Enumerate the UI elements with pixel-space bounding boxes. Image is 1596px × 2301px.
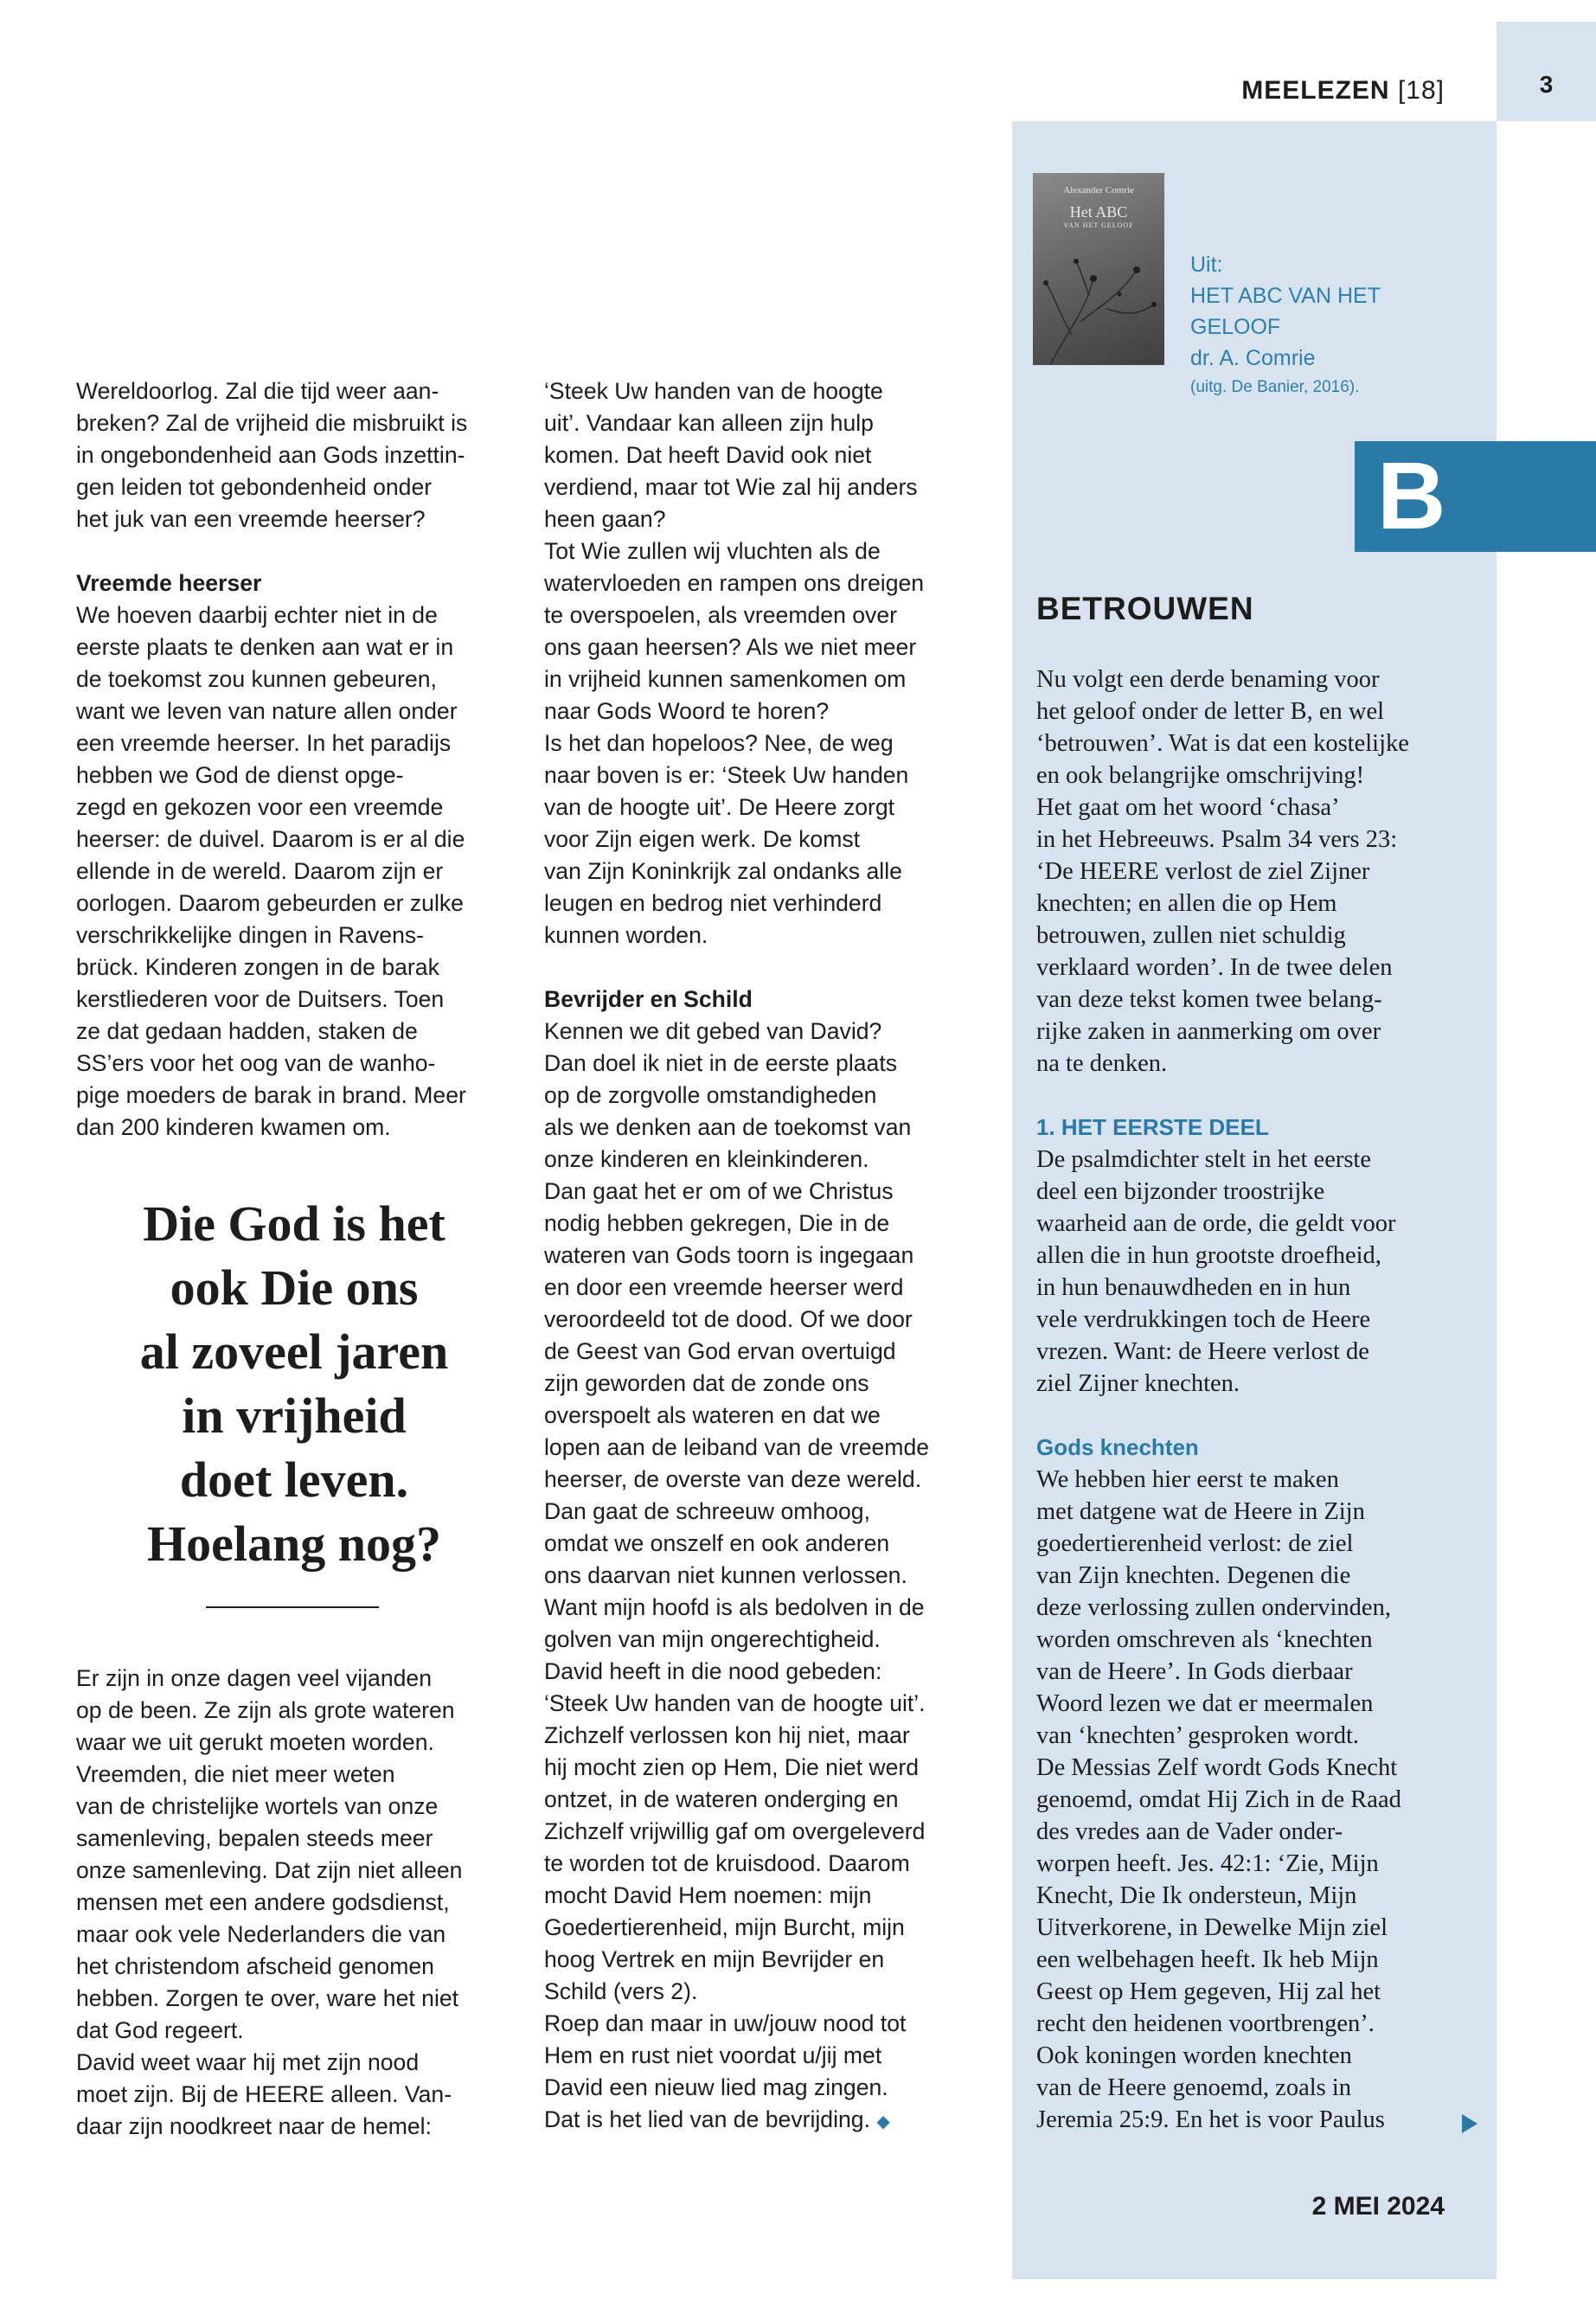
text-line: deze verlossing zullen ondervinden, xyxy=(1036,1594,1391,1621)
text-line: SS’ers voor het oog van de wanho- xyxy=(76,1050,436,1076)
letter-badge-text: B xyxy=(1377,443,1446,549)
text-line: als we denken aan de toekomst van xyxy=(544,1114,912,1140)
text-line: ‘betrouwen’. Wat is dat een kostelijke xyxy=(1036,730,1409,757)
text-line: veroordeeld tot de dood. Of we door xyxy=(544,1306,913,1332)
text-line: verschrikkelijke dingen in Ravens- xyxy=(76,922,425,948)
text-line: de toekomst zou kunnen gebeuren, xyxy=(76,666,437,692)
text-line: zijn geworden dat de zonde ons xyxy=(544,1370,869,1396)
text-line: van ‘knechten’ gesproken wordt. xyxy=(1036,1722,1360,1749)
text-line: brück. Kinderen zongen in de barak xyxy=(76,954,439,980)
text-line: Jeremia 25:9. En het is voor Paulus xyxy=(1036,2106,1385,2133)
text-line: worpen heeft. Jes. 42:1: ‘Zie, Mijn xyxy=(1036,1850,1379,1877)
text-line: waar we uit gerukt moeten worden. xyxy=(76,1729,434,1755)
text-line: het juk van een vreemde heerser? xyxy=(76,506,426,532)
text-line: op de been. Ze zijn als grote wateren xyxy=(76,1697,455,1723)
text-line: ze dat gedaan hadden, staken de xyxy=(76,1018,418,1044)
text-line: hebben. Zorgen te over, ware het niet xyxy=(76,1985,459,2011)
text-line: uit’. Vandaar kan alleen zijn hulp xyxy=(544,410,874,436)
text-line: van Zijn Koninkrijk zal ondanks alle xyxy=(544,858,902,884)
page-number: 3 xyxy=(1539,71,1554,98)
text-line: des vredes aan de Vader onder- xyxy=(1036,1818,1343,1845)
text-line: in hun benauwdheden en in hun xyxy=(1036,1274,1351,1301)
text-line: verklaard worden’. In de twee delen xyxy=(1036,954,1393,981)
text-line: ‘De HEERE verlost de ziel Zijner xyxy=(1036,858,1370,885)
text-line: heerser, de overste van deze wereld. xyxy=(544,1466,922,1492)
text-line: het christendom afscheid genomen xyxy=(76,1953,434,1979)
text-line: ellende in de wereld. Daarom zijn er xyxy=(76,858,444,884)
text-line: Zichzelf verlossen kon hij niet, maar xyxy=(544,1722,910,1748)
text-line: ‘Steek Uw handen van de hoogte uit’. xyxy=(544,1690,926,1716)
subhead-vreemde-heerser: Vreemde heerser xyxy=(76,570,262,596)
text-line: Knecht, Die Ik ondersteun, Mijn xyxy=(1036,1882,1357,1909)
text-line: knechten; en allen die op Hem xyxy=(1036,890,1337,917)
text-line: deel een bijzonder troostrijke xyxy=(1036,1178,1325,1205)
text-line: want we leven van nature allen onder xyxy=(76,698,458,724)
text-line: recht den heidenen voortbrengen’. xyxy=(1036,2010,1375,2037)
text-line: betrouwen, zullen niet schuldig xyxy=(1036,922,1346,949)
text-line: Tot Wie zullen wij vluchten als de xyxy=(544,538,881,564)
text-line: dan 200 kinderen kwamen om. xyxy=(76,1114,391,1140)
book-source xyxy=(1190,249,1476,401)
text-line: te worden tot de kruisdood. Daarom xyxy=(544,1850,910,1876)
cover-title: Het ABC xyxy=(1069,203,1128,221)
text-line: van de Heere genoemd, zoals in xyxy=(1036,2074,1352,2101)
text-line: eerste plaats te denken aan wat er in xyxy=(76,634,454,660)
pull-quote-line: Hoelang nog? xyxy=(147,1516,441,1572)
text-line: met datgene wat de Heere in Zijn xyxy=(1036,1498,1365,1525)
text-line: vele verdrukkingen toch de Heere xyxy=(1036,1306,1371,1333)
text-line: golven van mijn ongerechtigheid. xyxy=(544,1626,881,1652)
pull-quote-divider xyxy=(206,1606,379,1608)
section-title: BETROUWEN xyxy=(1036,591,1254,626)
text-line: ons daarvan niet kunnen verlossen. xyxy=(544,1562,907,1588)
book-publisher: (uitg. De Banier, 2016). xyxy=(1190,378,1360,396)
text-line: Dan gaat de schreeuw omhoog, xyxy=(544,1498,870,1524)
text-line: goedertierenheid verlost: de ziel xyxy=(1036,1530,1354,1557)
text-line: David heeft in die nood gebeden: xyxy=(544,1658,882,1684)
text-line: in het Hebreeuws. Psalm 34 vers 23: xyxy=(1036,826,1398,853)
text-line: nodig hebben gekregen, Die in de xyxy=(544,1210,890,1236)
text-line: verdiend, maar tot Wie zal hij anders xyxy=(544,474,918,500)
text-line: Woord lezen we dat er meermalen xyxy=(1036,1690,1374,1717)
text-line: naar Gods Woord te horen? xyxy=(544,698,830,724)
text-line: naar boven is er: ‘Steek Uw handen xyxy=(544,762,909,788)
text-line: Nu volgt een derde benaming voor xyxy=(1036,666,1380,693)
book-author: dr. A. Comrie xyxy=(1190,346,1316,370)
text-line: het geloof onder de letter B, en wel xyxy=(1036,698,1385,725)
text-line: Hem en rust niet voordat u/jij met xyxy=(544,2042,882,2068)
cover-author: Alexander Comrie xyxy=(1063,185,1134,195)
last-line xyxy=(544,2104,977,2138)
text-line: allen die in hun grootste droefheid, xyxy=(1036,1242,1381,1269)
source-label: Uit: xyxy=(1190,253,1223,277)
text-line: maar ook vele Nederlanders die van xyxy=(76,1921,446,1947)
pull-quote-line: in vrijheid xyxy=(182,1388,407,1444)
text-line: ‘Steek Uw handen van de hoogte xyxy=(544,378,883,404)
text-line: van deze tekst komen twee belang- xyxy=(1036,986,1382,1013)
text-line: Want mijn hoofd is als bedolven in de xyxy=(544,1594,925,1620)
column-1-continued xyxy=(76,1663,509,2143)
issue-date: 2 MEI 2024 xyxy=(1311,2192,1445,2221)
text-line: We hebben hier eerst te maken xyxy=(1036,1466,1339,1493)
pull-quote xyxy=(82,1192,506,1576)
subhead-bevrijder-en-schild: Bevrijder en Schild xyxy=(544,986,753,1012)
text-line: van de Heere’. In Gods dierbaar xyxy=(1036,1658,1353,1685)
text-line: overspoelt als wateren en dat we xyxy=(544,1402,881,1428)
text-line: leugen en bedrog niet verhinderd xyxy=(544,890,882,916)
text-line: We hoeven daarbij echter niet in de xyxy=(76,602,438,628)
text-line: samenleving, bepalen steeds meer xyxy=(76,1825,433,1851)
end-mark-icon: ◆ xyxy=(876,2112,890,2131)
text-line: in ongebondenheid aan Gods inzettin- xyxy=(76,442,465,468)
text-line: van de hoogte uit’. De Heere zorgt xyxy=(544,794,895,820)
text-line: lopen aan de leiband van de vreemde xyxy=(544,1434,930,1460)
text-line: waarheid aan de orde, die geldt voor xyxy=(1036,1210,1396,1237)
text-line: mensen met een andere godsdienst, xyxy=(76,1889,450,1915)
heading-het-eerste-deel: 1. HET EERSTE DEEL xyxy=(1036,1114,1269,1140)
text-line: Zichzelf vrijwillig gaf om overgeleverd xyxy=(544,1818,926,1844)
heading-gods-knechten: Gods knechten xyxy=(1036,1434,1199,1460)
running-head-title: MEELEZEN xyxy=(1241,76,1390,105)
text-line: een welbehagen heeft. Ik heb Mijn xyxy=(1036,1946,1379,1973)
column-2 xyxy=(544,375,977,2138)
text-line: breken? Zal de vrijheid die misbruikt is xyxy=(76,410,468,436)
col1-para-2 xyxy=(76,599,509,1144)
book-title: HET ABC VAN HET GELOOF xyxy=(1190,284,1381,339)
text-line: De psalmdichter stelt in het eerste xyxy=(1036,1146,1371,1173)
column-3 xyxy=(1036,663,1465,2136)
text-line: ontzet, in de wateren onderging en xyxy=(544,1786,899,1812)
branch-illustration xyxy=(1033,253,1164,365)
col1-para-1 xyxy=(76,375,509,535)
text-line: Goedertierenheid, mijn Burcht, mijn xyxy=(544,1914,905,1940)
text-line: Uitverkorene, in Dewelke Mijn ziel xyxy=(1036,1914,1388,1941)
text-line: Vreemden, die niet meer weten xyxy=(76,1761,395,1787)
text-line: hij mocht zien op Hem, Die niet werd xyxy=(544,1754,920,1780)
text-line: Roep dan maar in uw/jouw nood tot xyxy=(544,2010,907,2036)
text-line: worden omschreven als ‘knechten xyxy=(1036,1626,1373,1653)
text-line: hebben we God de dienst opge- xyxy=(76,762,404,788)
text-line: David een nieuw lied mag zingen. xyxy=(544,2074,888,2100)
text-line: mocht David Hem noemen: mijn xyxy=(544,1882,872,1908)
text-line: kunnen worden. xyxy=(544,922,708,948)
text-line: moet zijn. Bij de HEERE alleen. Van- xyxy=(76,2081,452,2107)
text-line: voor Zijn eigen werk. De komst xyxy=(544,826,861,852)
text-line: Is het dan hopeloos? Nee, de weg xyxy=(544,730,894,756)
text-line: pige moeders de barak in brand. Meer xyxy=(76,1082,466,1108)
text-line: genoemd, omdat Hij Zich in de Raad xyxy=(1036,1786,1401,1813)
text-line: ons gaan heersen? Als we niet meer xyxy=(544,634,917,660)
issue-number: [18] xyxy=(1397,76,1445,105)
text-line: en door een vreemde heerser werd xyxy=(544,1274,904,1300)
text-line: zegd en gekozen voor een vreemde xyxy=(76,794,444,820)
continue-arrow-icon xyxy=(1462,2114,1477,2133)
text-line: een vreemde heerser. In het paradijs xyxy=(76,730,452,756)
text-line: na te denken. xyxy=(1036,1050,1168,1077)
text-line: wateren van Gods toorn is ingegaan xyxy=(544,1242,914,1268)
text-line: gen leiden tot gebondenheid onder xyxy=(76,474,433,500)
text-line: in vrijheid kunnen samenkomen om xyxy=(544,666,907,692)
pull-quote-line: al zoveel jaren xyxy=(139,1324,449,1380)
text-line: Dan gaat het er om of we Christus xyxy=(544,1178,894,1204)
running-head xyxy=(1241,76,1445,106)
pull-quote-line: ook Die ons xyxy=(170,1259,419,1316)
book-cover-image xyxy=(1033,173,1164,365)
letter-badge xyxy=(1355,441,1596,552)
text-line: onze kinderen en kleinkinderen. xyxy=(544,1146,869,1172)
text-line: vrezen. Want: de Heere verlost de xyxy=(1036,1338,1369,1365)
text-line: dat God regeert. xyxy=(76,2017,244,2043)
text-line: Dat is het lied van de bevrijding. xyxy=(544,2106,870,2132)
text-line: De Messias Zelf wordt Gods Knecht xyxy=(1036,1754,1398,1781)
pull-quote-line: Die God is het xyxy=(143,1195,445,1252)
text-line: hoog Vertrek en mijn Bevrijder en xyxy=(544,1946,885,1972)
text-line: onze samenleving. Dat zijn niet alleen xyxy=(76,1857,463,1883)
text-line: heen gaan? xyxy=(544,506,666,532)
text-line: Geest op Hem gegeven, Hij zal het xyxy=(1036,1978,1381,2005)
text-line: van Zijn knechten. Degenen die xyxy=(1036,1562,1351,1589)
text-line: David weet waar hij met zijn nood xyxy=(76,2049,420,2075)
text-line: Er zijn in onze dagen veel vijanden xyxy=(76,1665,432,1691)
text-line: Wereldoorlog. Zal die tijd weer aan- xyxy=(76,378,439,404)
text-line: Het gaat om het woord ‘chasa’ xyxy=(1036,794,1340,821)
text-line: omdat we onszelf en ook anderen xyxy=(544,1530,890,1556)
text-line: Dan doel ik niet in de eerste plaats xyxy=(544,1050,898,1076)
text-line: Schild (vers 2). xyxy=(544,1978,698,2004)
text-line: te overspoelen, als vreemden over xyxy=(544,602,897,628)
text-line: oorlogen. Daarom gebeurden er zulke xyxy=(76,890,464,916)
text-line: en ook belangrijke omschrijving! xyxy=(1036,762,1365,789)
cover-subtitle: VAN HET GELOOF xyxy=(1063,221,1134,229)
text-line: rijke zaken in aanmerking om over xyxy=(1036,1018,1381,1045)
text-line: van de christelijke wortels van onze xyxy=(76,1793,439,1819)
text-line: heerser: de duivel. Daarom is er al die xyxy=(76,826,465,852)
text-line: kerstliederen voor de Duitsers. Toen xyxy=(76,986,445,1012)
column-1 xyxy=(76,375,509,1144)
pull-quote-line: doet leven. xyxy=(179,1452,409,1508)
text-line: daar zijn noodkreet naar de hemel: xyxy=(76,2113,432,2139)
text-line: ziel Zijner knechten. xyxy=(1036,1370,1240,1397)
text-line: komen. Dat heeft David ook niet xyxy=(544,442,872,468)
text-line: op de zorgvolle omstandigheden xyxy=(544,1082,877,1108)
text-line: de Geest van God ervan overtuigd xyxy=(544,1338,896,1364)
text-line: Ook koningen worden knechten xyxy=(1036,2042,1352,2069)
text-line: Kennen we dit gebed van David? xyxy=(544,1018,882,1044)
text-line: watervloeden en rampen ons dreigen xyxy=(544,570,925,596)
